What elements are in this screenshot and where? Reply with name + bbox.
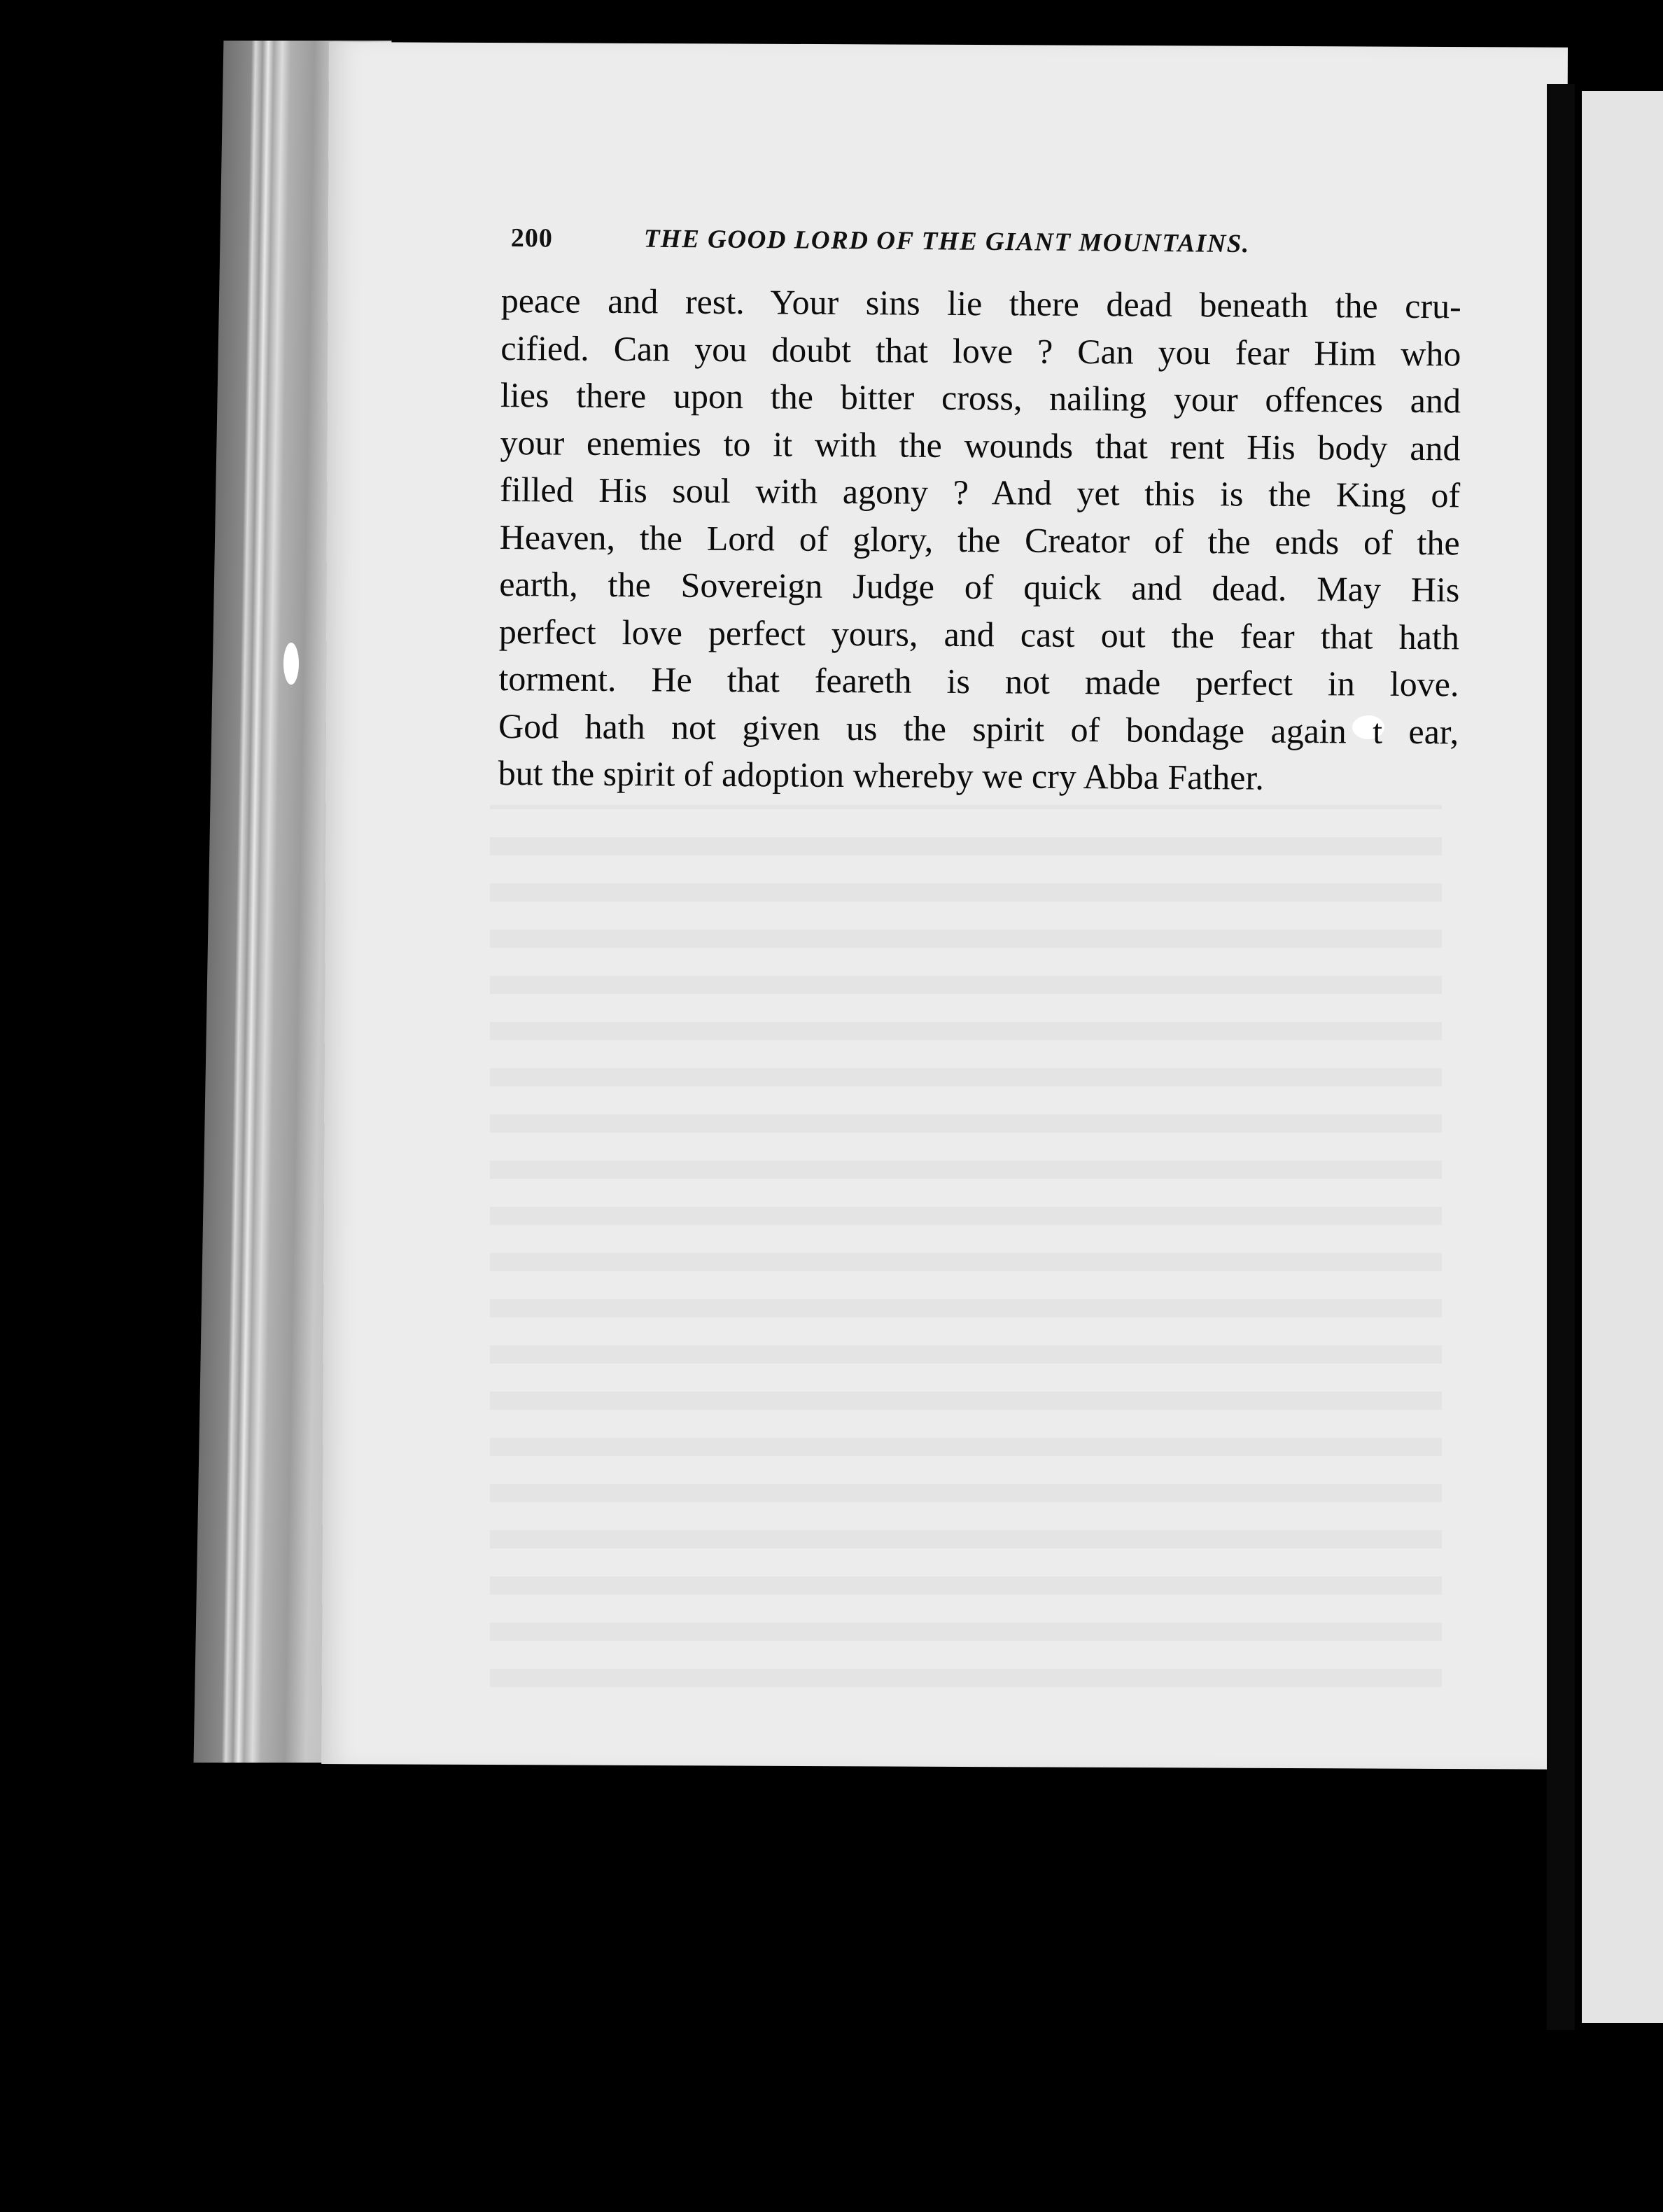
body-paragraph [498, 277, 1461, 803]
text-line: God hath not given us the spirit of bondage again t ear, [498, 706, 1459, 751]
text-line: lies there upon the bitter cross, nailing your offences and [500, 374, 1461, 421]
binding-gutter [1547, 84, 1575, 2030]
page-number: 200 [510, 223, 553, 253]
text-line: peace and rest. Your sins lie there dead beneath the cru- [500, 280, 1461, 326]
text-line: Heaven, the Lord of glory, the Creator of the ends of the [499, 517, 1460, 562]
page-header [511, 223, 1351, 265]
paper-damage-speck [283, 643, 299, 685]
text-line: but the spirit of adoption whereby we cry Abba Father. [498, 752, 1265, 797]
text-line: torment. He that feareth is not made perfect in love. [498, 658, 1459, 704]
text-line: cified. Can you doubt that love ? Can you fear Him who [500, 328, 1461, 373]
text-line: perfect love perfect yours, and cast out the fear that hath [498, 611, 1460, 657]
reverse-side-bleed-through [490, 805, 1442, 1715]
facing-page-edge [1582, 91, 1663, 2023]
running-head: THE GOOD LORD OF THE GIANT MOUNTAINS. [643, 224, 1250, 259]
text-line: your enemies to it with the wounds that rent His body and [500, 422, 1461, 468]
text-line: filled His soul with agony ? And yet this is the King of [499, 469, 1461, 515]
text-line: earth, the Sovereign Judge of quick and dead. May His [499, 564, 1460, 610]
